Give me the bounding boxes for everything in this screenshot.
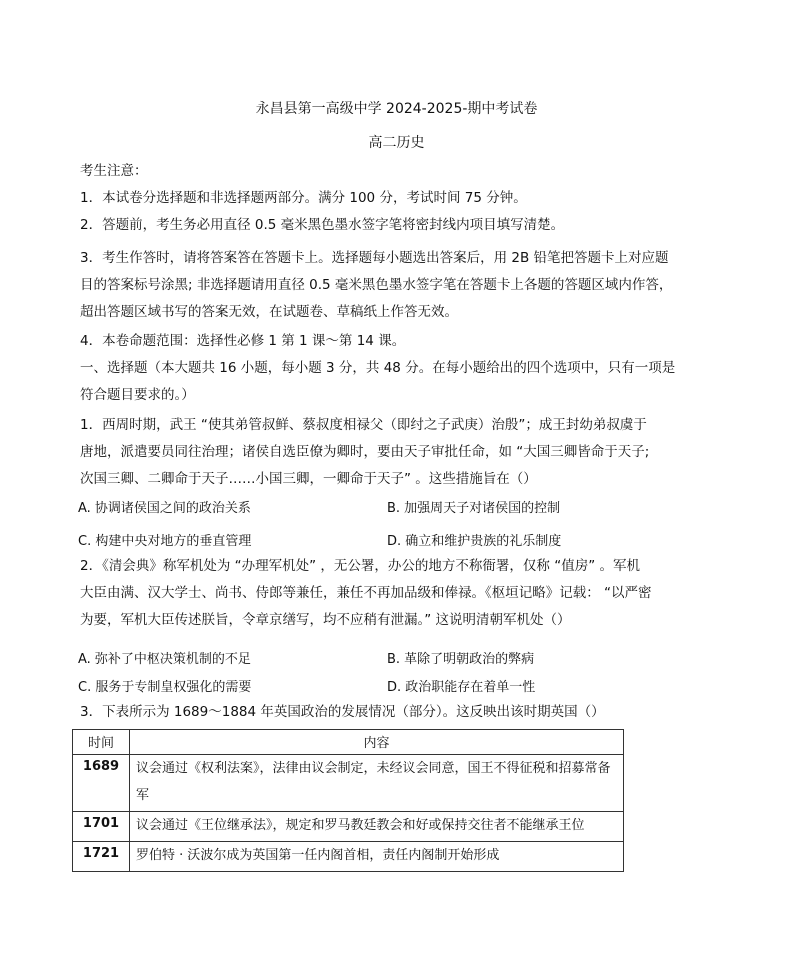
notice-item-4: 4．本卷命题范围：选择性必修 1 第 1 课～第 14 课。 — [80, 333, 406, 349]
question-1-option-c[interactable]: C. 构建中央对地方的垂直管理 — [78, 534, 252, 549]
table-cell-content: 议会通过《权利法案》，法律由议会制定，未经议会同意，国王不得征税和招募常备军 — [130, 755, 624, 812]
question-1-option-d[interactable]: D. 确立和维护贵族的礼乐制度 — [387, 534, 562, 549]
question-2-option-a[interactable]: A. 弥补了中枢决策机制的不足 — [78, 652, 251, 667]
table-row — [73, 755, 624, 812]
notice-heading: 考生注意： — [80, 163, 148, 179]
question-2-option-d[interactable]: D. 政治职能存在着单一性 — [387, 680, 536, 695]
notice-item-3-line-2: 目的答案标号涂黑; 非选择题请用直径 0.5 毫米黑色墨水签字笔在答题卡上各题的答题区域内作答， — [80, 277, 673, 293]
notice-item-2: 2．答题前，考生务必用直径 0.5 毫米黑色墨水签字笔将密封线内项目填写清楚。 — [80, 217, 565, 233]
history-table — [72, 729, 624, 872]
question-2-option-c[interactable]: C. 服务于专制皇权强化的需要 — [78, 680, 252, 695]
question-1-option-b[interactable]: B. 加强周天子对诸侯国的控制 — [387, 501, 561, 516]
notice-item-3-line-3: 超出答题区域书写的答案无效，在试题卷、草稿纸上作答无效。 — [80, 304, 458, 320]
question-1-line-2: 唐地，派遣要员同往治理；诸侯自选臣僚为卿时，要由天子审批任命，如 “大国三卿皆命于天子; — [80, 444, 650, 460]
question-3-stem: 3．下表所示为 1689～1884 年英国政治的发展情况（部分）。这反映出该时期英国（） — [80, 704, 605, 720]
question-1-line-3: 次国三卿、二卿命于天子……小国三卿，一卿命于天子” 。这些措施旨在（） — [80, 471, 537, 487]
notice-item-1: 1．本试卷分选择题和非选择题两部分。满分 100 分，考试时间 75 分钟。 — [80, 190, 527, 206]
exam-subtitle: 高二历史 — [368, 135, 425, 151]
section-heading-line-1: 一、选择题（本大题共 16 小题，每小题 3 分，共 48 分。在每小题给出的四个选项中，只有一项是 — [80, 360, 676, 376]
table-header-content: 内容 — [130, 730, 624, 755]
table-header-time: 时间 — [73, 730, 130, 755]
question-1-line-1: 1．西周时期，武王 “使其弟管叔鲜、蔡叔度相禄父（即纣之子武庚）治殷”；成王封幼弟叔虞于 — [80, 417, 647, 433]
table-header-row — [73, 730, 624, 755]
question-2-option-b[interactable]: B. 革除了明朝政治的弊病 — [387, 652, 535, 667]
table-cell-year: 1701 — [73, 812, 130, 842]
notice-item-3-line-1: 3．考生作答时，请将答案答在答题卡上。选择题每小题选出答案后，用 2B 铅笔把答题卡上对应题 — [80, 250, 669, 266]
question-2-line-2: 大臣由满、汉大学士、尚书、侍郎等兼任，兼任不再加品级和俸禄。《枢垣记略》记载： “以严密 — [80, 585, 652, 601]
table-row — [73, 842, 624, 872]
section-heading-line-2: 符合题目要求的。） — [80, 387, 195, 403]
table-cell-year: 1721 — [73, 842, 130, 872]
question-1-option-a[interactable]: A. 协调诸侯国之间的政治关系 — [78, 501, 251, 516]
question-2-line-3: 为要，军机大臣传述朕旨，令章京缮写，均不应稍有泄漏。” 这说明清朝军机处（） — [80, 612, 571, 628]
table-cell-year: 1689 — [73, 755, 130, 812]
table-cell-content: 议会通过《王位继承法》，规定和罗马教廷教会和好或保持交往者不能继承王位 — [130, 812, 624, 842]
exam-title: 永昌县第一高级中学 2024-2025-期中考试卷 — [255, 101, 538, 117]
table-row — [73, 812, 624, 842]
question-2-line-1: 2．《清会典》称军机处为 “办理军机处” ，无公署，办公的地方不称衙署，仅称 “值房” 。军机 — [80, 558, 640, 574]
table-cell-content: 罗伯特 · 沃波尔成为英国第一任内阁首相，责任内阁制开始形成 — [130, 842, 624, 872]
